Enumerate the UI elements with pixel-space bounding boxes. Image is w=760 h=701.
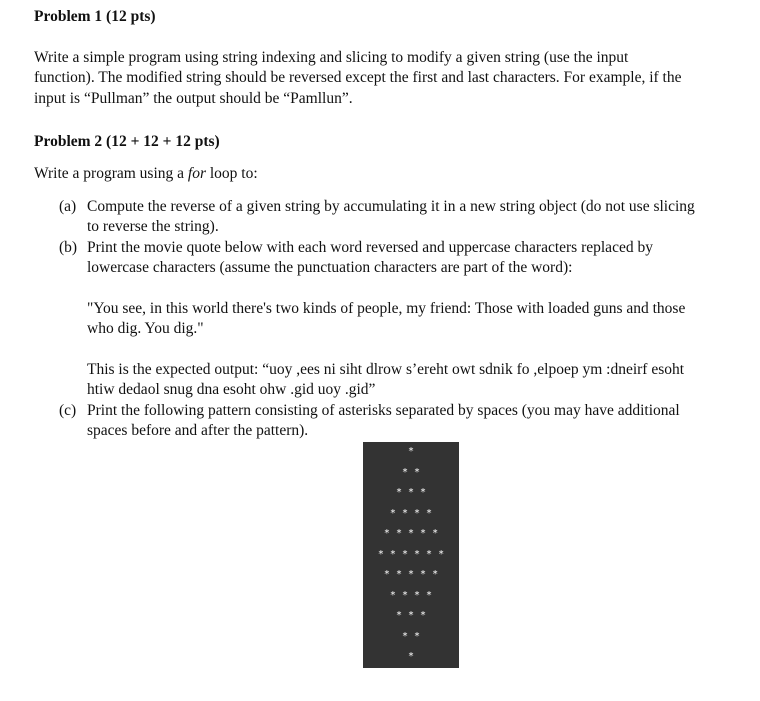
list-item-c: [59, 401, 739, 441]
pattern-row: * * * * *: [383, 569, 439, 580]
pattern-row: *: [407, 651, 415, 662]
problem1-line-1: Write a simple program using string indexing and slicing to modify a given string (use the input: [34, 49, 629, 66]
item-c-line-2: spaces before and after the pattern).: [87, 422, 309, 439]
problem2-heading: Problem 2 (12 + 12 + 12 pts): [34, 133, 220, 150]
pattern-row: * * * * *: [383, 528, 439, 539]
problem1-heading: Problem 1 (12 pts): [34, 8, 156, 25]
item-a-line-2: to reverse the string).: [87, 218, 219, 235]
pattern-row: * * * * * *: [377, 548, 445, 560]
problem2-intro-after: loop to:: [206, 165, 258, 182]
list-item-b: [59, 238, 739, 400]
list-marker-a: (a): [59, 198, 77, 215]
expected-output-line-2: htiw dedaol snug dna esoht ohw .gid uoy .gid”: [87, 381, 376, 398]
problem2-intro: [34, 164, 734, 184]
pattern-row: * * *: [395, 610, 427, 621]
list-marker-b: (b): [59, 239, 78, 256]
expected-output-line-1: This is the expected output: “uoy ,ees ni siht dlrow s’ereht owt sdnik fo ,elpoep ym :dneirf esoht: [87, 361, 685, 378]
pattern-row: * * * *: [389, 589, 433, 601]
asterisk-pattern: [363, 442, 459, 668]
item-b-line-2: lowercase characters (assume the punctuation characters are part of the word):: [87, 259, 573, 276]
item-a-line-1: Compute the reverse of a given string by accumulating it in a new string object (do not use slicing: [87, 198, 695, 215]
problem1-line-2: function). The modified string should be reversed except the first and last characters. For example, if the: [34, 69, 682, 86]
list-item-a: [59, 197, 739, 237]
pattern-row: * * * *: [389, 507, 433, 519]
movie-quote-line-2: who dig. You dig.": [87, 320, 204, 337]
problem1-line-3: input is “Pullman” the output should be “Pamllun”.: [34, 90, 353, 107]
pattern-row: * * *: [395, 487, 427, 498]
problem2-intro-emph: for: [187, 165, 206, 182]
pattern-row: * *: [401, 630, 421, 642]
problem2-intro-before: Write a program using a: [34, 165, 188, 182]
movie-quote-line-1: "You see, in this world there's two kinds of people, my friend: Those with loaded guns and those: [87, 300, 686, 317]
pattern-row: *: [407, 446, 415, 457]
item-b-line-1: Print the movie quote below with each word reversed and uppercase characters replaced by: [87, 239, 653, 256]
item-c-line-1: Print the following pattern consisting of asterisks separated by spaces (you may have additional: [87, 402, 680, 419]
pattern-row: * *: [401, 466, 421, 478]
list-marker-c: (c): [59, 402, 77, 419]
